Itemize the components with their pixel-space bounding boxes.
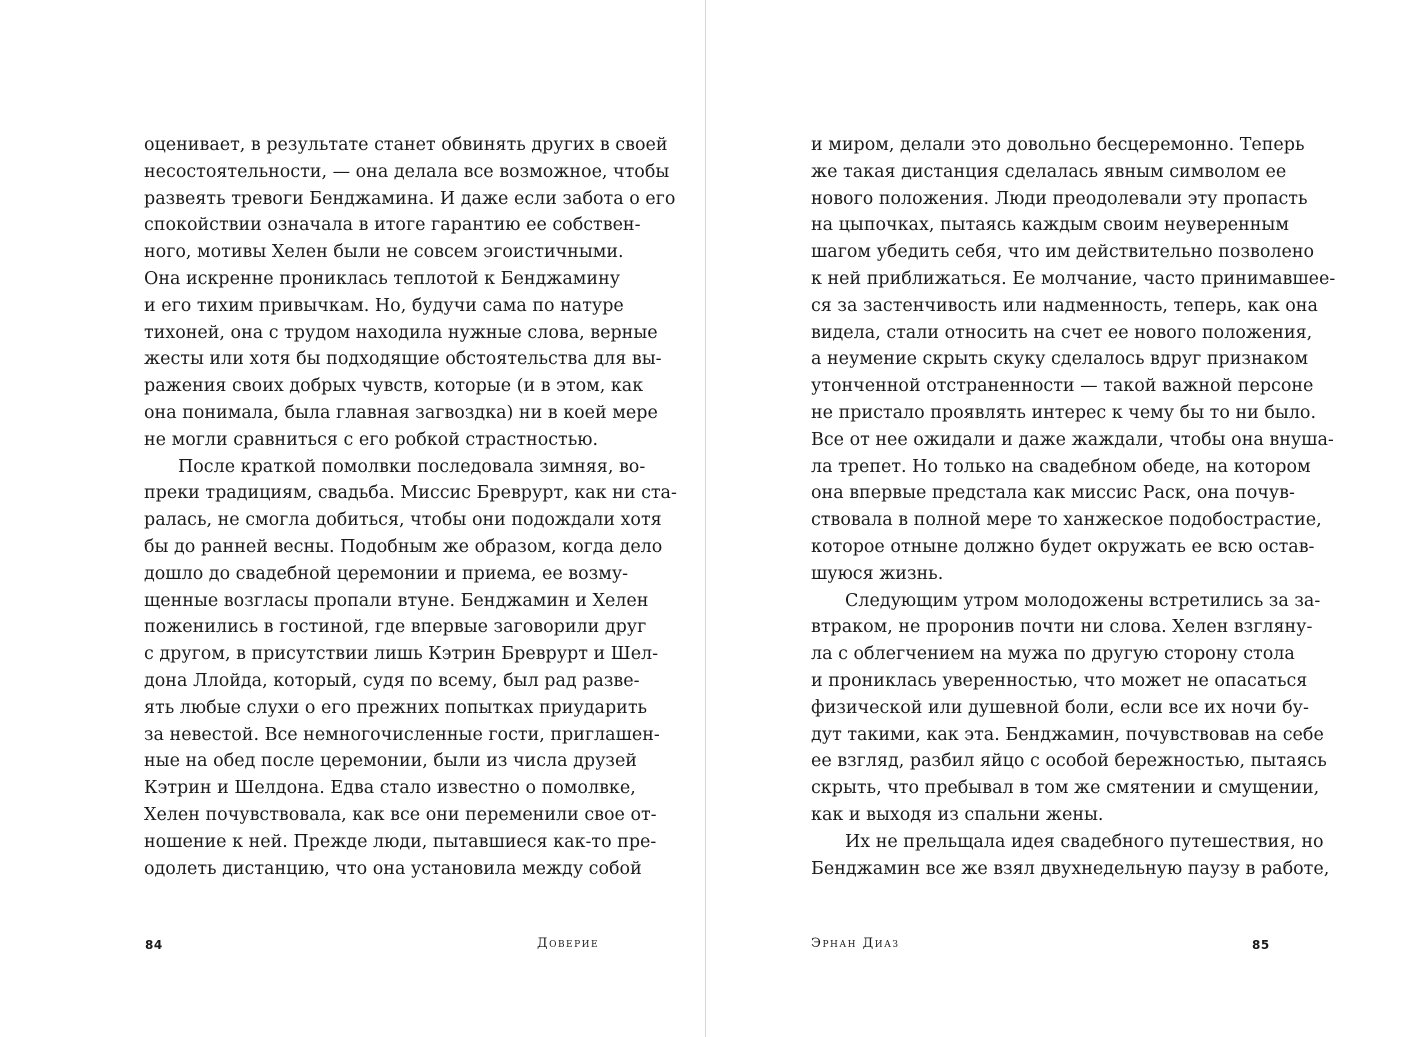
text-line: ражения своих добрых чувств, которые (и в этом, как (144, 376, 644, 397)
text-line: ного, мотивы Хелен были не совсем эгоистичными. (144, 242, 624, 263)
text-line: одолеть дистанцию, что она установила между собой (144, 858, 642, 879)
text-line: не могли сравниться с его робкой страстностью. (144, 429, 599, 450)
right-page-number: 85 (1252, 938, 1270, 952)
text-line: развеять тревоги Бенджамина. И даже если забота о его (144, 188, 676, 209)
text-line: Следующим утром молодожены встретились за за- (845, 590, 1321, 611)
text-line: нового положения. Люди преодолевали эту пропасть (811, 188, 1308, 209)
text-line: и прониклась уверенностью, что может не опасаться (811, 670, 1308, 691)
text-line: Кэтрин и Шелдона. Едва стало известно о помолвке, (144, 778, 636, 799)
text-line: Она искренне прониклась теплотой к Бенджамину (144, 268, 621, 289)
text-line: бы до ранней весны. Подобным же образом, когда дело (144, 536, 663, 557)
text-line: она впервые предстала как миссис Раск, она почув- (811, 483, 1295, 504)
text-line: спокойствии означала в итоге гарантию ее собствен- (144, 215, 641, 236)
text-line: ее взгляд, разбил яйцо с особой бережностью, пытаясь (811, 751, 1327, 772)
text-line: ла трепет. Но только на свадебном обеде, на котором (811, 456, 1311, 477)
text-line: ные на обед после церемонии, были из числа друзей (144, 751, 637, 772)
left-page-text (144, 132, 677, 882)
text-line: к ней приближаться. Ее молчание, часто принимавшее- (811, 268, 1336, 289)
text-line: которое отныне должно будет окружать ее всю остав- (811, 536, 1315, 557)
text-line: шуюся жизнь. (811, 563, 944, 584)
text-line: видела, стали относить на счет ее нового положения, (811, 322, 1313, 343)
text-line: ять любые слухи о его прежних попытках приударить (144, 697, 648, 718)
text-line: не пристало проявлять интерес к чему бы то ни было. (811, 402, 1317, 423)
text-line: После краткой помолвки последовала зимняя, во- (178, 456, 646, 477)
text-line: Хелен почувствовала, как все они переменили свое от- (144, 804, 657, 825)
text-line: шагом убедить себя, что им действительно позволено (811, 242, 1315, 263)
text-line: втраком, не проронив почти ни слова. Хелен взгляну- (811, 617, 1313, 638)
text-line: с другом, в присутствии лишь Кэтрин Бреврурт и Шел- (144, 644, 659, 665)
text-line: утонченной отстраненности — такой важной персоне (811, 376, 1314, 397)
text-line: а неумение скрыть скуку сделалось вдруг признаком (811, 349, 1309, 370)
text-line: ралась, не смогла добиться, чтобы они подождали хотя (144, 510, 662, 531)
text-line: как и выходя из спальни жены. (811, 804, 1104, 825)
left-running-head: Доверие (537, 936, 600, 951)
text-line: ся за застенчивость или надменность, теперь, как она (811, 295, 1318, 316)
text-line: щенные возгласы пропали втуне. Бенджамин и Хелен (144, 590, 649, 611)
text-line: оценивает, в результате станет обвинять других в своей (144, 135, 668, 155)
text-line: на цыпочках, пытаясь каждым своим неуверенным (811, 215, 1289, 236)
text-line: тихоней, она с трудом находила нужные слова, верные (144, 322, 658, 343)
text-line: Все от нее ожидали и даже жаждали, чтобы она внуша- (811, 429, 1334, 450)
text-line: и его тихим привычкам. Но, будучи сама по натуре (144, 295, 624, 316)
text-line: дона Ллойда, который, судя по всему, был рад разве- (144, 670, 640, 691)
text-line: скрыть, что пребывал в том же смятении и смущении, (811, 778, 1320, 799)
text-line: ношение к ней. Прежде люди, пытавшиеся как-то пре- (144, 831, 657, 852)
text-line: и миром, делали это довольно бесцеремонно. Теперь (811, 135, 1305, 155)
text-line: Их не прельщала идея свадебного путешествия, но (845, 831, 1324, 852)
text-line: физической или душевной боли, если все их ночи бу- (811, 697, 1309, 718)
left-page-number: 84 (145, 938, 163, 952)
right-page-text (811, 132, 1336, 882)
right-running-head: Эрнан Диаз (811, 936, 900, 951)
text-line: ла с облегчением на мужа по другую сторону стола (811, 644, 1295, 665)
text-line: дошло до свадебной церемонии и приема, ее возму- (144, 563, 629, 584)
text-line: за невестой. Все немногочисленные гости, приглашен- (144, 724, 660, 745)
text-line: преки традициям, свадьба. Миссис Бреврурт, как ни ста- (144, 483, 677, 504)
text-line: жесты или хотя бы подходящие обстоятельства для вы- (144, 349, 662, 370)
text-line: дут такими, как эта. Бенджамин, почувствовав на себе (811, 724, 1324, 745)
text-line: поженились в гостиной, где впервые заговорили друг (144, 617, 647, 638)
text-line: ствовала в полной мере то ханжеское подобострастие, (811, 510, 1322, 531)
text-line: она понимала, была главная загвоздка) ни в коей мере (144, 402, 658, 423)
text-line: Бенджамин все же взял двухнедельную паузу в работе, (811, 858, 1330, 879)
text-line: же такая дистанция сделалась явным символом ее (811, 161, 1287, 182)
text-line: несостоятельности, — она делала все возможное, чтобы (144, 161, 670, 182)
